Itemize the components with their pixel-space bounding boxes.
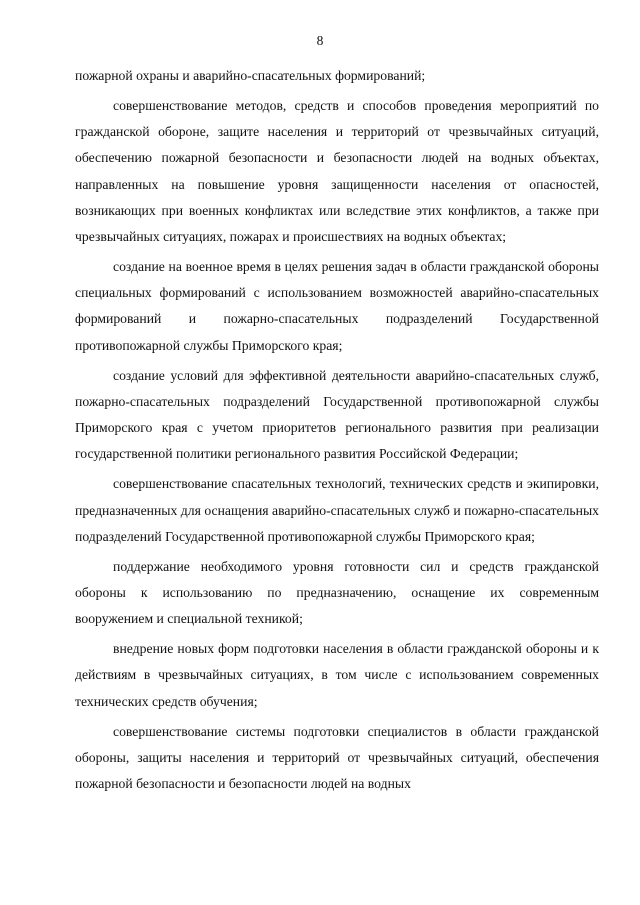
page-number: 8	[316, 33, 324, 48]
paragraph-rescue-technologies: совершенствование спасательных технологий, технических средств и экипировки, предназначенных для оснащения аварийно-спасательных служб и пожарно-спасательных подразделений Государственной противопожарной службы Приморского края;	[75, 476, 599, 544]
paragraph-methods-improvement: совершенствование методов, средств и способов проведения мероприятий по гражданской обороне, защите населения и территорий от чрезвычайных ситуаций, обеспечению пожарной безопасности и безопасности людей на водных объектах, направленных на повышение уровня защищенности населения от опасностей, возникающих при военных конфликтах или вследствие этих конфликтов, а также при чрезвычайных ситуациях, пожарах и происшествиях на водных объектах;	[75, 98, 599, 244]
paragraph-conditions-for-services: создание условий для эффективной деятельности аварийно-спасательных служб, пожарно-спасательных подразделений Государственной противопожарной службы Приморского края с учетом приоритетов регионального развития при реализации государственной политики регионального развития Российской Федерации;	[75, 367, 599, 462]
paragraph-continuation: пожарной охраны и аварийно-спасательных формирований;	[75, 68, 426, 83]
paragraph-training-forms: внедрение новых форм подготовки населения в области гражданской обороны и к действиям в чрезвычайных ситуациях, в том числе с использованием современных технических средств обучения;	[75, 641, 599, 709]
body-text	[75, 63, 599, 801]
paragraph-special-formations: создание на военное время в целях решения задач в области гражданской обороны специальных формирований с использованием возможностей аварийно-спасательных формирований и пожарно-спасательных подразделений Государственной противопожарной службы Приморского края;	[75, 259, 599, 353]
paragraph-readiness: поддержание необходимого уровня готовности сил и средств гражданской обороны к использованию по предназначению, оснащение их современным вооружением и специальной техникой;	[75, 558, 599, 627]
paragraph-specialist-training: совершенствование системы подготовки специалистов в области гражданской обороны, защиты населения и территорий от чрезвычайных ситуаций, обеспечения пожарной безопасности и безопасности людей на водных	[75, 723, 599, 792]
